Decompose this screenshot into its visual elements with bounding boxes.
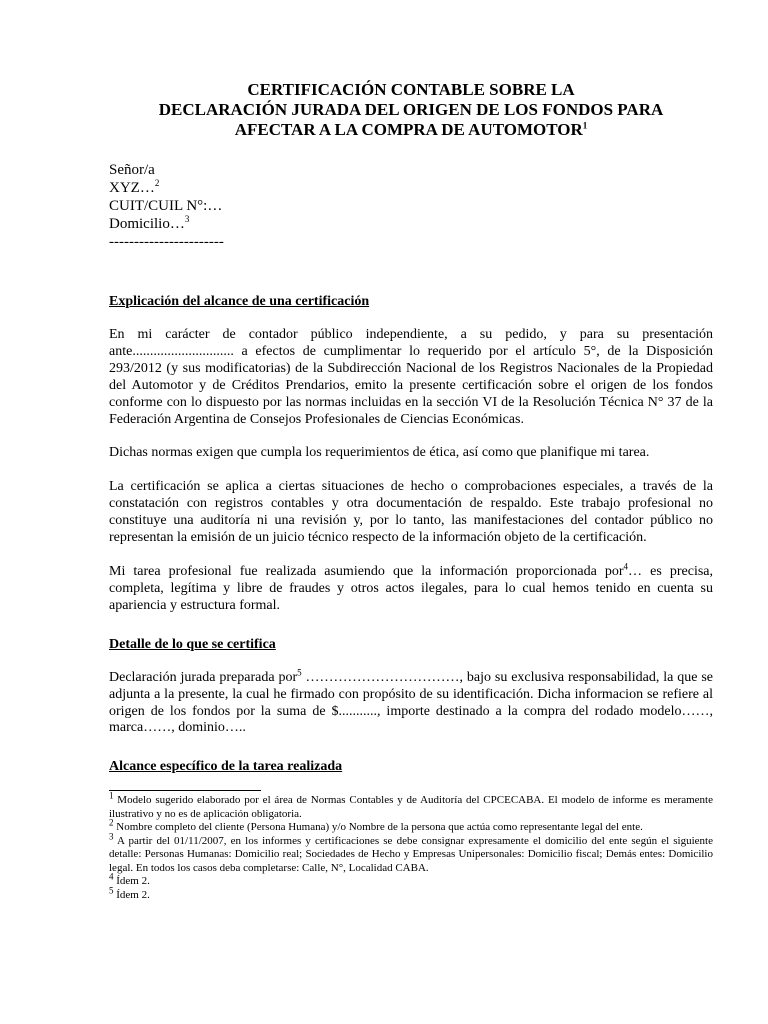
addressee-cuit: CUIT/CUIL N°:… <box>109 198 223 214</box>
paragraph-declaracion-end: ……………………………, bajo su exclusiva responsabilidad, la que se adjunta a la presente, la cual he firmado con propósito de su identificación. Dicha informacion se refiere al origen de los fondos por la suma de $..........., importe destinado a la compra del rodado modelo……, marca……, dominio….. <box>109 669 713 736</box>
paragraph-tarea <box>109 561 713 615</box>
footnotes <box>109 790 713 902</box>
footnote-ref-1: 1 <box>582 120 588 131</box>
paragraph-normas: Dichas normas exigen que cumpla los requerimientos de ética, así como que planifique mi tarea. <box>109 445 650 461</box>
footnote-2-text: Nombre completo del cliente (Persona Humana) y/o Nombre de la persona que actúa como representante legal del ente. <box>113 821 643 834</box>
footnote-ref-3: 3 <box>184 214 190 224</box>
title-line-3 <box>69 120 753 140</box>
footnote-ref-2: 2 <box>154 178 160 188</box>
footnote-ref-4: 4 <box>623 561 629 572</box>
footnote-5-text: Ídem 2. <box>113 888 150 901</box>
addressee-block <box>109 161 713 251</box>
section-title-especifico: Alcance específico de la tarea realizada <box>109 759 343 775</box>
footnote-2-number: 2 <box>109 817 114 828</box>
addressee-domicilio-text: Domicilio… <box>109 216 185 232</box>
section-title-alcance: Explicación del alcance de una certificación <box>109 294 370 309</box>
dashed-separator: ----------------------- <box>109 234 224 250</box>
title-line-3-text: AFECTAR A LA COMPRA DE AUTOMOTOR <box>234 120 583 139</box>
addressee-name-text: XYZ… <box>109 180 155 196</box>
footnote-5 <box>109 885 713 903</box>
title-line-2: DECLARACIÓN JURADA DEL ORIGEN DE LOS FONDOS PARA <box>158 100 664 119</box>
footnote-2 <box>109 817 713 835</box>
footnote-ref-5: 5 <box>297 667 302 678</box>
footnote-4 <box>109 871 713 889</box>
footnote-5-number: 5 <box>109 885 114 896</box>
salutation: Señor/a <box>109 162 155 178</box>
footnote-separator <box>109 790 261 791</box>
footnote-3 <box>109 831 713 876</box>
footnote-1 <box>109 790 713 821</box>
title-line-1: CERTIFICACIÓN CONTABLE SOBRE LA <box>247 80 575 99</box>
paragraph-tarea-end: … es precisa, completa, legítima y libre de fraudes y otros actos ilegales, para lo cual hemos tenido en cuenta su apariencia y estructura formal. <box>109 563 713 613</box>
footnote-3-number: 3 <box>109 831 114 842</box>
paragraph-aplicacion: La certificación se aplica a ciertas situaciones de hecho o comprobaciones especiales, a través de la constatación con registros contables y otra documentación de respaldo. Este trabajo profesional no constituye una auditoría ni una revisión y, por lo tanto, las manifestaciones del contador público no representan la emisión de un juicio técnico respecto de la información objeto de la certificación. <box>109 479 713 546</box>
document-page <box>109 80 713 902</box>
document-title <box>69 80 753 140</box>
footnote-4-number: 4 <box>109 871 114 882</box>
paragraph-declaracion <box>109 667 713 738</box>
section-title-detalle: Detalle de lo que se certifica <box>109 636 276 652</box>
footnote-3-text: A partir del 01/11/2007, en los informes y certificaciones se debe consignar expresamente el domicilio del ente según el siguiente detalle: Personas Humanas: Domicilio real; Sociedades de Hecho y Empresas Unipersonales: Domicilio fiscal; Demás entes: Domicilio legal. En todos los casos deba completarse: Calle, N°, Localidad CABA. <box>109 834 713 874</box>
addressee-domicilio <box>109 215 713 233</box>
paragraph-caracter: En mi carácter de contador público independiente, a su pedido, y para su presentación ante............................. a efectos de cumplimentar lo requerido por el artículo 5°, de la Disposición 293/2012 (y sus modificatorias) de la Subdirección Nacional de los Registros Nacionales de la Propiedad del Automotor y de Créditos Prendarios, emito la presente certificación sobre el origen de los fondos conforme con lo dispuesto por las normas incluidas en la sección VI de la Resolución Técnica N° 37 de la Federación Argentina de Consejos Profesionales de Ciencias Económicas. <box>109 327 713 427</box>
paragraph-declaracion-start: Declaración jurada preparada por <box>109 669 298 685</box>
footnote-1-text: Modelo sugerido elaborado por el área de Normas Contables y de Auditoría del CPCECABA. El modelo de informe es meramente ilustrativo y no es de aplicación obligatoria. <box>109 794 713 820</box>
addressee-name <box>109 179 713 197</box>
paragraph-tarea-start: Mi tarea profesional fue realizada asumiendo que la información proporcionada por <box>109 563 624 579</box>
footnote-1-number: 1 <box>109 790 114 801</box>
footnote-4-text: Ídem 2. <box>113 875 150 888</box>
